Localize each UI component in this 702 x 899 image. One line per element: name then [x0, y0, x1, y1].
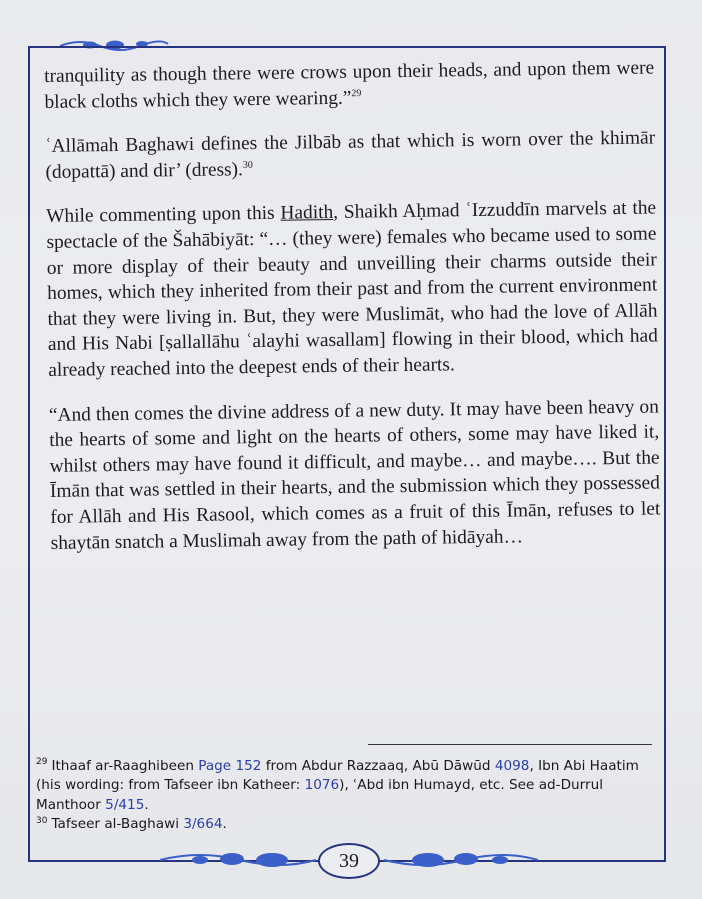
footnote-divider [368, 744, 652, 745]
footnote-29: $^{29}$ Ithaaf ar-Raaghibeen Page 152 from Abdur Razzaaq, Abū Dāwūd 4098, Ibn Abi Haatim (his wording: from Tafseer ibn Katheer: 1076), ʿAbd ibn Humayd, etc. See ad-Durrul Manthoor 5/415. [36, 757, 639, 813]
paragraph-3: While commenting upon this Hadith, Shaikh Aḥmad ʿIzzuddīn marvels at the spectacle of the Šahābiyāt: “… (they were) females who became used to some or more display of their beauty and unveilling their charms outside their homes, which they inherited from their past and from the current environment that they were living in. But, they were Muslimāt, who had the love of Allāh and His Nabi [ṣallallāhu ʿalayhi wasallam] flowing in their blood, which had already reached into the deepest ends of their hearts. [45, 197, 659, 381]
body-text [44, 55, 661, 575]
footnote-30: $^{30}$ Tafseer al-Baghawi 3/664. [36, 815, 227, 833]
paragraph-4: “And then comes the divine address of a new duty. It may have been heavy on the hearts of some and light on the hearts of others, some may have liked it, whilst others may have found it difficult, and maybe… and maybe…. But the Īmān that was settled in their hearts, and the submission which they possessed for Allāh and His Rasool, which comes as a fruit of this Īmān, refuses to let shaytān snatch a Muslimah away from the path of hidāyah… [48, 395, 661, 554]
footnotes [36, 757, 656, 835]
hadith-term: Hadith [280, 202, 334, 225]
paragraph-1: tranquility as though there were crows upon their heads, and upon them were black cloths which they were wearing.”$^{29}$ [44, 57, 655, 113]
page-number: 39 [318, 843, 380, 879]
paragraph-2: ʿAllāmah Baghawi defines the Jilbāb as that which is worn over the khimār (dopattā) and dir’ (dress).$^{30}$ [45, 127, 656, 183]
footnote-ref-30[interactable]: 30 [242, 159, 253, 171]
footnote-ref-29[interactable]: 29 [351, 87, 362, 99]
